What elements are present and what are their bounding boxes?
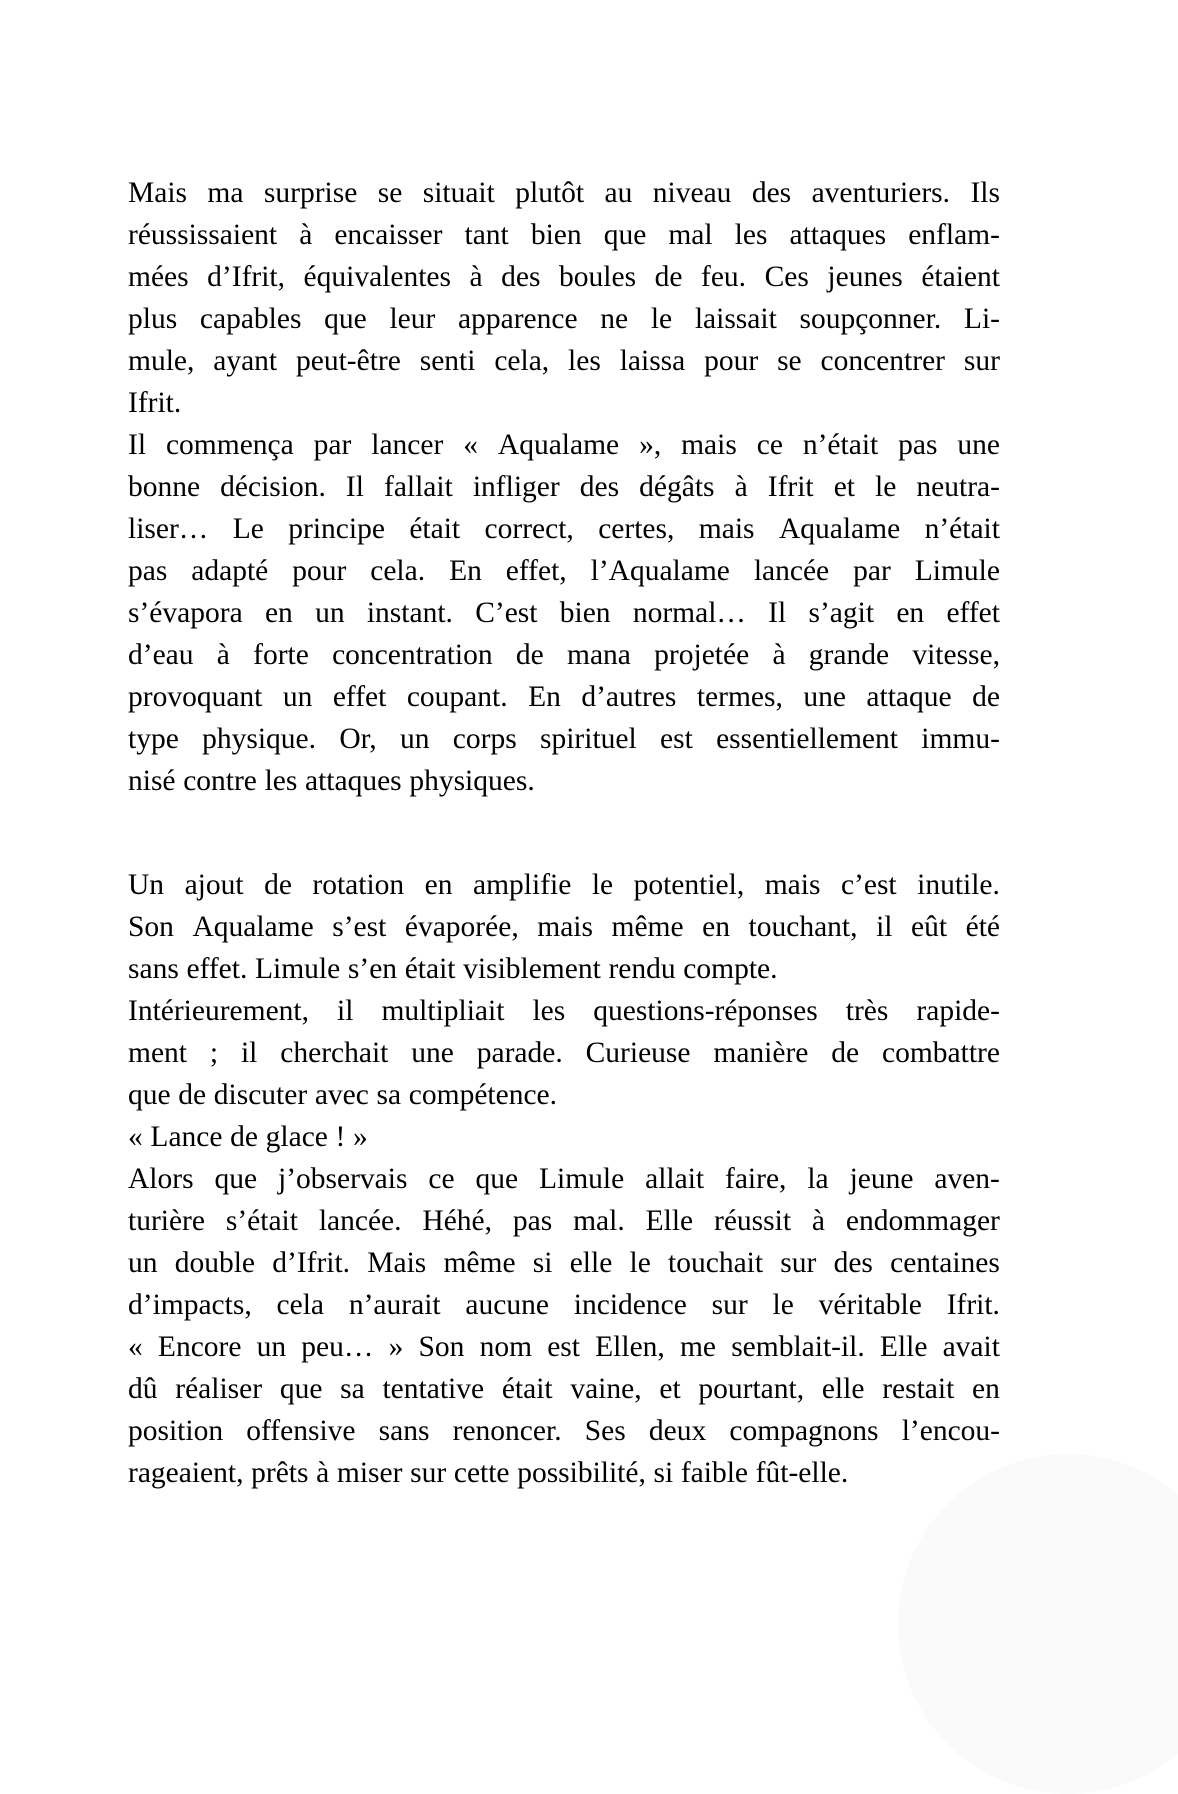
word: ce: [756, 429, 783, 461]
word: termes,: [696, 681, 783, 713]
word: lancer: [371, 429, 444, 461]
word: ajout: [184, 869, 244, 901]
word: inutile.: [917, 869, 1000, 901]
word: En: [449, 555, 482, 587]
word: instant.: [366, 597, 453, 629]
text-line: [128, 466, 1000, 508]
word: Aqualame: [778, 513, 901, 545]
word: mais: [681, 429, 737, 461]
word: très: [845, 995, 889, 1027]
word: à: [299, 219, 313, 251]
word: immu-: [921, 723, 1000, 755]
word: Il: [128, 429, 147, 461]
word: principe: [288, 513, 385, 545]
word: même: [443, 1247, 516, 1279]
text-line: [128, 718, 1000, 760]
word: Li-: [963, 303, 1000, 335]
word: Elle: [645, 1205, 694, 1237]
line-text: rageaient, prêts à miser sur cette possibilité, si faible fût-elle.: [128, 1457, 849, 1489]
word: Elle: [879, 1331, 928, 1363]
word: tant: [464, 219, 509, 251]
word: Son: [128, 911, 174, 943]
word: le: [629, 1247, 651, 1279]
word: d’Ifrit.: [272, 1247, 351, 1279]
word: cherchait: [280, 1037, 389, 1069]
word: allait: [645, 1163, 705, 1195]
word: en: [424, 869, 453, 901]
word: d’Ifrit,: [207, 261, 285, 293]
word: par: [853, 555, 891, 587]
word: mal: [668, 219, 713, 251]
word: effet: [332, 681, 387, 713]
word: touchait: [668, 1247, 764, 1279]
word: spirituel: [540, 723, 637, 755]
word: un: [399, 723, 430, 755]
word: fallait: [384, 471, 453, 503]
word: la: [807, 1163, 829, 1195]
word: manière: [713, 1037, 809, 1069]
word: évaporée,: [404, 911, 519, 943]
word: était: [409, 513, 461, 545]
word: j’observais: [278, 1163, 408, 1195]
text-line: [128, 906, 1000, 948]
word: aven-: [934, 1163, 1000, 1195]
text-line: [128, 1158, 1000, 1200]
word: deux: [648, 1415, 707, 1447]
word: jeune: [849, 1163, 914, 1195]
word: encaisser: [334, 219, 443, 251]
word: Ils: [970, 177, 1000, 209]
word: commença: [165, 429, 294, 461]
word: se: [777, 345, 802, 377]
word: mais: [764, 869, 821, 901]
word: Ifrit.: [946, 1289, 1000, 1321]
word: plutôt: [515, 177, 585, 209]
word: si: [532, 1247, 553, 1279]
word: restait: [882, 1373, 955, 1405]
word: pas: [512, 1205, 553, 1237]
paragraph: [128, 1116, 1000, 1158]
word: neutra-: [916, 471, 1000, 503]
word: il: [240, 1037, 258, 1069]
word: Il: [345, 471, 364, 503]
word: de: [264, 869, 292, 901]
word: certes,: [598, 513, 675, 545]
page-text-column: [128, 172, 1000, 1494]
word: «: [463, 429, 478, 461]
word: mal.: [573, 1205, 625, 1237]
text-line: [128, 1032, 1000, 1074]
word: liser…: [128, 513, 209, 545]
word: Héhé,: [422, 1205, 493, 1237]
text-line: [128, 592, 1000, 634]
text-line: [128, 1326, 1000, 1368]
word: Ifrit: [767, 471, 814, 503]
word: leur: [389, 303, 436, 335]
paragraph: [128, 424, 1000, 802]
word: en: [972, 1373, 1000, 1405]
word: une: [803, 681, 846, 713]
word: des: [501, 261, 541, 293]
word: s’était: [225, 1205, 298, 1237]
word: lancée: [753, 555, 830, 587]
word: sur: [963, 345, 1000, 377]
word: renoncer.: [452, 1415, 562, 1447]
text-line: [128, 1452, 1000, 1494]
word: Ses: [584, 1415, 626, 1447]
word: effet: [946, 597, 1000, 629]
word: pour: [292, 555, 347, 587]
word: concentrer: [820, 345, 945, 377]
word: de: [515, 639, 544, 671]
word: double: [174, 1247, 256, 1279]
word: été: [965, 911, 1000, 943]
word: aucune: [465, 1289, 549, 1321]
word: des: [833, 1247, 873, 1279]
word: concentration: [332, 639, 493, 671]
word: avait: [942, 1331, 1000, 1363]
word: laissa: [619, 345, 686, 377]
word: que: [603, 219, 647, 251]
word: cela: [276, 1289, 325, 1321]
word: de: [831, 1037, 860, 1069]
word: d’autres: [581, 681, 677, 713]
word: compagnons: [729, 1415, 879, 1447]
word: équivalentes: [303, 261, 451, 293]
word: des: [751, 177, 792, 209]
word: est: [547, 1331, 580, 1363]
text-line: [128, 1368, 1000, 1410]
word: questions-réponses: [593, 995, 818, 1027]
line-text: « Lance de glace ! »: [128, 1121, 368, 1153]
word: parade.: [476, 1037, 563, 1069]
paragraph: [128, 1326, 1000, 1494]
word: «: [128, 1331, 143, 1363]
word: forte: [253, 639, 309, 671]
word: à: [811, 1205, 825, 1237]
word: infliger: [472, 471, 560, 503]
word: type: [128, 723, 179, 755]
paragraph: [128, 1158, 1000, 1326]
word: enflam-: [908, 219, 1000, 251]
word: nom: [479, 1331, 533, 1363]
text-line: [128, 1410, 1000, 1452]
word: provoquant: [128, 681, 263, 713]
word: combattre: [882, 1037, 1000, 1069]
word: Il: [768, 597, 787, 629]
word: dû: [128, 1373, 158, 1405]
word: touchant,: [748, 911, 858, 943]
word: elle: [569, 1247, 613, 1279]
word: sur: [711, 1289, 748, 1321]
word: centaines: [890, 1247, 1000, 1279]
word: le: [650, 303, 673, 335]
word: Son: [418, 1331, 465, 1363]
word: à: [734, 471, 748, 503]
word: essentiellement: [716, 723, 898, 755]
word: attaques: [789, 219, 887, 251]
word: turière: [128, 1205, 205, 1237]
line-text: sans effet. Limule s’en était visiblement rendu compte.: [128, 953, 778, 985]
word: Limule: [914, 555, 1000, 587]
word: vitesse,: [912, 639, 1000, 671]
word: sa: [340, 1373, 365, 1405]
word: surprise: [263, 177, 358, 209]
word: Un: [128, 869, 165, 901]
word: bonne: [128, 471, 201, 503]
word: Curieuse: [585, 1037, 691, 1069]
word: physique.: [202, 723, 317, 755]
word: d’eau: [128, 639, 194, 671]
word: que: [279, 1373, 323, 1405]
word: Alors: [128, 1163, 194, 1195]
word: effet,: [505, 555, 567, 587]
word: boules: [559, 261, 637, 293]
word: faire,: [725, 1163, 787, 1195]
text-line: [128, 760, 1000, 802]
word: lancée.: [318, 1205, 402, 1237]
word: aventuriers.: [811, 177, 951, 209]
word: à: [216, 639, 230, 671]
word: un: [128, 1247, 158, 1279]
word: potentiel,: [633, 869, 745, 901]
word: au: [604, 177, 633, 209]
word: étaient: [921, 261, 1000, 293]
word: peut-être: [296, 345, 401, 377]
word: projetée: [654, 639, 750, 671]
word: est: [660, 723, 693, 755]
word: le: [772, 1289, 794, 1321]
line-text: Ifrit.: [128, 387, 182, 419]
word: en: [896, 597, 925, 629]
word: il: [876, 911, 893, 943]
word: de: [972, 681, 1000, 713]
word: ce: [428, 1163, 455, 1195]
word: s’évapora: [128, 597, 243, 629]
text-line: [128, 508, 1000, 550]
text-line: [128, 550, 1000, 592]
word: mais: [698, 513, 755, 545]
word: cela.: [370, 555, 426, 587]
paragraph: [128, 172, 1000, 424]
text-line: [128, 948, 1000, 990]
word: Or,: [339, 723, 377, 755]
word: même: [611, 911, 684, 943]
word: des: [579, 471, 620, 503]
word: Intérieurement,: [128, 995, 310, 1027]
word: pas: [898, 429, 938, 461]
text-line: [128, 214, 1000, 256]
text-line: [128, 1116, 1000, 1158]
word: tentative: [382, 1373, 485, 1405]
text-line: [128, 990, 1000, 1032]
word: multipliait: [381, 995, 505, 1027]
word: mule,: [128, 345, 195, 377]
text-line: [128, 382, 1000, 424]
text-line: [128, 1284, 1000, 1326]
word: pourtant,: [698, 1373, 805, 1405]
word: incidence: [573, 1289, 687, 1321]
word: que: [475, 1163, 519, 1195]
word: Aqualame: [497, 429, 620, 461]
word: bien: [530, 219, 582, 251]
word: mées: [128, 261, 189, 293]
word: correct,: [484, 513, 574, 545]
word: n’était: [924, 513, 1000, 545]
word: situait: [422, 177, 495, 209]
word: capables: [199, 303, 302, 335]
text-line: [128, 676, 1000, 718]
word: senti: [419, 345, 476, 377]
word: Encore: [157, 1331, 242, 1363]
word: ne: [600, 303, 629, 335]
word: me: [679, 1331, 717, 1363]
word: position: [128, 1415, 224, 1447]
word: en: [702, 911, 730, 943]
word: par: [313, 429, 352, 461]
word: et: [659, 1373, 681, 1405]
word: ;: [209, 1037, 219, 1069]
word: décision.: [220, 471, 326, 503]
word: bien: [559, 597, 611, 629]
text-line: [128, 172, 1000, 214]
word: à: [469, 261, 483, 293]
word: une: [957, 429, 1000, 461]
word: véritable: [818, 1289, 922, 1321]
text-line: [128, 340, 1000, 382]
word: coupant.: [406, 681, 508, 713]
word: attaque: [866, 681, 952, 713]
word: mais: [537, 911, 593, 943]
paragraph-group-gap: [128, 802, 1000, 864]
text-line: [128, 298, 1000, 340]
text-line: [128, 864, 1000, 906]
line-text: nisé contre les attaques physiques.: [128, 765, 535, 797]
word: »,: [639, 429, 662, 461]
word: sans: [378, 1415, 430, 1447]
word: de: [654, 261, 683, 293]
word: offensive: [246, 1415, 356, 1447]
word: pas: [128, 555, 168, 587]
word: Limule: [538, 1163, 625, 1195]
word: un: [315, 597, 345, 629]
line-text: que de discuter avec sa compétence.: [128, 1079, 558, 1111]
word: d’impacts,: [128, 1289, 252, 1321]
word: mana: [567, 639, 631, 671]
word: s’est: [332, 911, 387, 943]
word: Aqualame: [192, 911, 314, 943]
word: n’était: [802, 429, 879, 461]
word: elle: [821, 1373, 865, 1405]
word: corps: [452, 723, 517, 755]
word: laissait: [694, 303, 777, 335]
text-line: [128, 1074, 1000, 1116]
word: Ellen,: [595, 1331, 665, 1363]
word: normal…: [632, 597, 746, 629]
word: ma: [207, 177, 244, 209]
word: à: [772, 639, 786, 671]
word: un: [282, 681, 313, 713]
word: était: [501, 1373, 553, 1405]
word: les: [568, 345, 601, 377]
word: C’est: [475, 597, 538, 629]
word: une: [411, 1037, 454, 1069]
word: apparence: [458, 303, 578, 335]
word: les: [734, 219, 768, 251]
text-line: [128, 1242, 1000, 1284]
word: réaliser: [175, 1373, 263, 1405]
word: les: [532, 995, 566, 1027]
word: jeunes: [827, 261, 903, 293]
word: l’encou-: [901, 1415, 1000, 1447]
word: Le: [232, 513, 264, 545]
word: amplifie: [473, 869, 572, 901]
word: sur: [780, 1247, 817, 1279]
word: dégâts: [639, 471, 715, 503]
paragraph: [128, 864, 1000, 990]
word: un: [256, 1331, 287, 1363]
word: se: [377, 177, 403, 209]
word: plus: [128, 303, 178, 335]
word: en: [264, 597, 293, 629]
word: et: [833, 471, 855, 503]
word: vaine,: [570, 1373, 642, 1405]
paragraph: [128, 990, 1000, 1116]
word: rotation: [312, 869, 405, 901]
word: Mais: [367, 1247, 427, 1279]
word: le: [875, 471, 897, 503]
word: s’agit: [808, 597, 875, 629]
word: il: [337, 995, 354, 1027]
word: adapté: [191, 555, 269, 587]
word: ment: [128, 1037, 187, 1069]
word: En: [528, 681, 561, 713]
word: le: [591, 869, 614, 901]
word: endommager: [845, 1205, 1000, 1237]
word: cela,: [494, 345, 550, 377]
word: grande: [808, 639, 890, 671]
scan-shading-artifact: [898, 1454, 1178, 1794]
word: réussissaient: [128, 219, 278, 251]
word: Ces: [764, 261, 809, 293]
word: l’Aqualame: [590, 555, 730, 587]
word: peu…: [301, 1331, 374, 1363]
word: que: [214, 1163, 258, 1195]
text-line: [128, 424, 1000, 466]
word: semblait-il.: [731, 1331, 865, 1363]
word: »: [388, 1331, 404, 1363]
word: Mais: [128, 177, 187, 209]
word: niveau: [652, 177, 732, 209]
word: n’aurait: [348, 1289, 441, 1321]
text-line: [128, 256, 1000, 298]
word: pour: [704, 345, 759, 377]
word: rapide-: [916, 995, 1000, 1027]
word: soupçonner.: [799, 303, 942, 335]
word: feu.: [701, 261, 747, 293]
word: que: [324, 303, 367, 335]
word: c’est: [840, 869, 897, 901]
word: eût: [911, 911, 948, 943]
text-line: [128, 634, 1000, 676]
text-line: [128, 1200, 1000, 1242]
word: ayant: [213, 345, 278, 377]
word: réussit: [714, 1205, 792, 1237]
